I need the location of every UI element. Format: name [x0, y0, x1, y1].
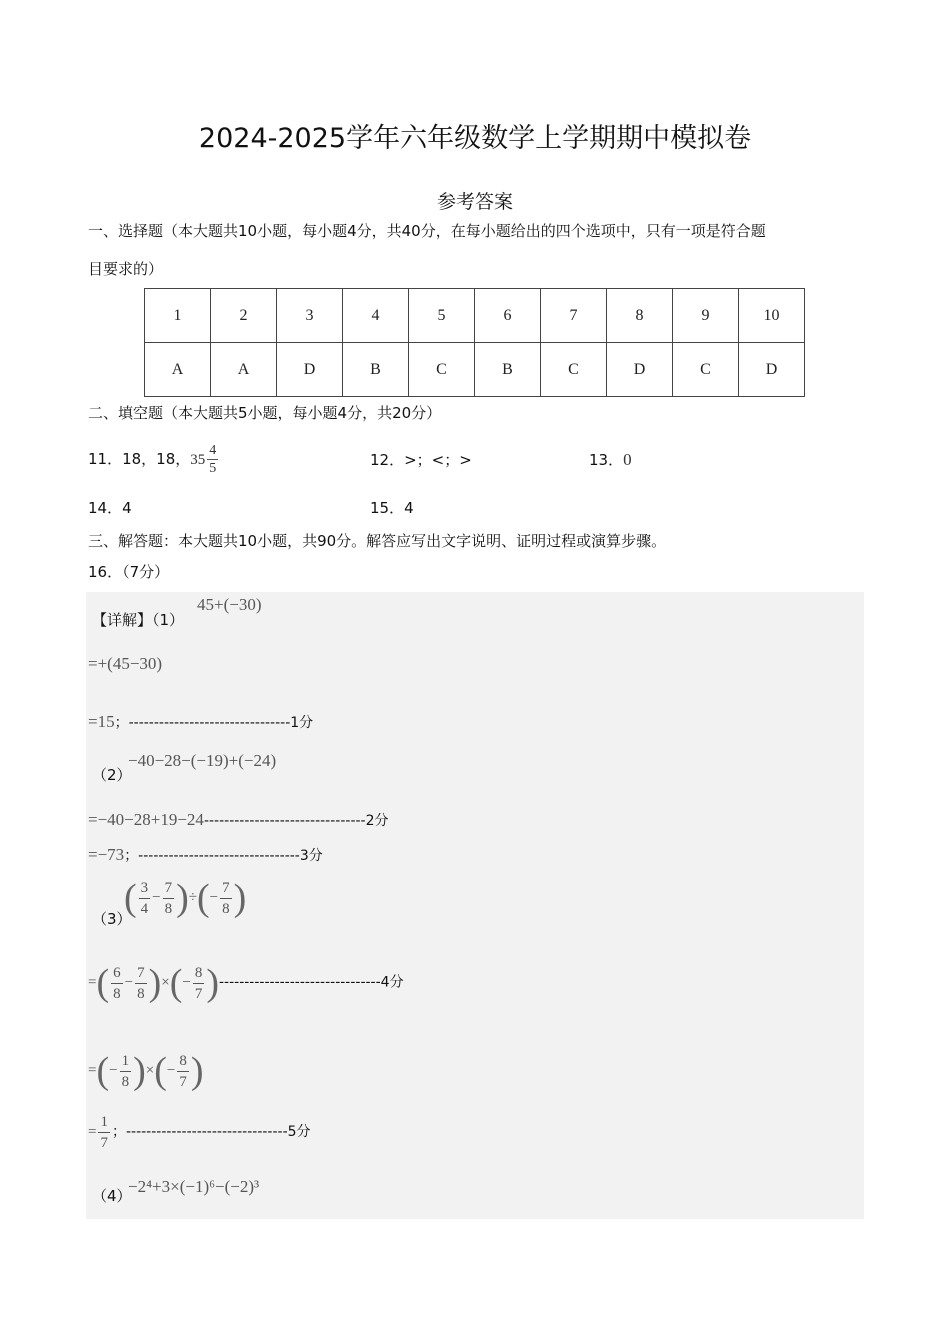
q14-answer: 14．4	[88, 499, 132, 517]
detail-label-row	[92, 609, 184, 630]
fraction: $\frac{8}{7}$	[179, 1052, 187, 1090]
table-cell: 5	[409, 289, 475, 343]
q11-label: 11．18，18，	[88, 450, 191, 468]
part4-label: （4）	[92, 1187, 132, 1205]
fraction: $\frac{1}{7}$	[100, 1114, 108, 1151]
table-cell: 7	[541, 289, 607, 343]
answer-table-number-row	[145, 289, 805, 343]
part3-step2: =(− $\frac{1}{8}$ )×(− $\frac{8}{7}$ )	[88, 1050, 204, 1092]
q12-answer: 12．>；<；>	[370, 451, 472, 469]
q11-whole: 35	[190, 452, 206, 468]
fraction: $\frac{3}{4}$	[140, 879, 149, 917]
fraction: $\frac{6}{8}$	[113, 964, 121, 1002]
table-cell: C	[673, 343, 739, 397]
table-cell: 8	[607, 289, 673, 343]
q11-denominator: 5	[209, 461, 217, 476]
part2-step1-row	[88, 810, 389, 830]
part2-score-mark-1: --------------------------------2分	[203, 813, 389, 829]
table-cell: 2	[211, 289, 277, 343]
part3-expression: ( $\frac{3}{4}$ − $\frac{7}{8}$ )÷(− $\frac{7}{8}$ )	[124, 877, 247, 919]
table-cell: A	[211, 343, 277, 397]
fraction: $\frac{7}{8}$	[164, 879, 173, 917]
section2-heading: 二、填空题（本大题共5小题，每小题4分，共20分）	[88, 404, 442, 422]
table-cell: C	[409, 343, 475, 397]
part3-step1: =( $\frac{6}{8}$ − $\frac{7}{8}$ )×(− $\frac{8}{7}$ )--------------------------------4分	[88, 962, 404, 1004]
part2-expression: −40−28−(−19)+(−24)	[128, 751, 277, 770]
part1-expression: 45+(−30)	[197, 595, 262, 614]
table-cell: D	[277, 343, 343, 397]
fraction: $\frac{1}{8}$	[121, 1052, 130, 1090]
table-cell: C	[541, 343, 607, 397]
q13-label: 13．	[589, 451, 624, 469]
page-title: 2024-2025学年六年级数学上学期期中模拟卷	[198, 123, 752, 154]
part2-label: （2）	[92, 766, 132, 784]
q11-fraction	[207, 442, 218, 477]
table-cell: 3	[277, 289, 343, 343]
table-cell: 4	[343, 289, 409, 343]
table-cell: D	[607, 343, 673, 397]
section3-heading: 三、解答题：本大题共10小题，共90分。解答应写出文字说明、证明过程或演算步骤。	[88, 532, 667, 550]
part1-score-mark: ；--------------------------------1分	[114, 715, 314, 731]
answer-table	[144, 288, 805, 397]
part3-score-mark-2: ；--------------------------------5分	[111, 1123, 311, 1140]
q11-numerator: 4	[209, 443, 217, 458]
part3-label: （3）	[92, 910, 132, 928]
q11-answer	[88, 442, 220, 477]
part2-step2: =−73	[88, 845, 125, 864]
table-cell: B	[475, 343, 541, 397]
q15-answer: 15．4	[370, 499, 414, 517]
part2-step1: =−40−28+19−24	[88, 810, 204, 829]
table-cell: 1	[145, 289, 211, 343]
part1-step2-row	[88, 712, 313, 732]
q13-answer	[589, 449, 632, 470]
answer-table-answer-row	[145, 343, 805, 397]
fraction: $\frac{7}{8}$	[222, 879, 230, 917]
table-cell: 10	[739, 289, 805, 343]
part1-step1: =+(45−30)	[88, 654, 163, 673]
part4-expression: −2⁴+3×(−1)⁶−(−2)³	[128, 1177, 260, 1196]
part1-step2: =15	[88, 712, 115, 731]
page-subtitle: 参考答案	[436, 191, 513, 213]
fraction: $\frac{8}{7}$	[194, 964, 203, 1002]
part3-score-mark-1: --------------------------------4分	[219, 974, 404, 991]
q16-heading: 16．（7分）	[88, 563, 170, 581]
section1-heading-cont: 目要求的）	[88, 260, 164, 278]
part2-score-mark-2: ；--------------------------------3分	[124, 848, 323, 864]
fraction: $\frac{7}{8}$	[137, 964, 145, 1002]
table-cell: A	[145, 343, 211, 397]
part2-step2-row	[88, 845, 323, 865]
table-cell: D	[739, 343, 805, 397]
q13-value: 0	[623, 450, 632, 469]
section1-heading: 一、选择题（本大题共10小题，每小题4分，共40分，在每小题给出的四个选项中，只有一项是符合题	[88, 222, 766, 240]
table-cell: 6	[475, 289, 541, 343]
table-cell: B	[343, 343, 409, 397]
part3-step3: = $\frac{1}{7}$ ；--------------------------------5分	[88, 1114, 311, 1151]
part1-label: （1）	[152, 611, 185, 629]
table-cell: 9	[673, 289, 739, 343]
detail-label: 【详解】	[92, 611, 153, 629]
